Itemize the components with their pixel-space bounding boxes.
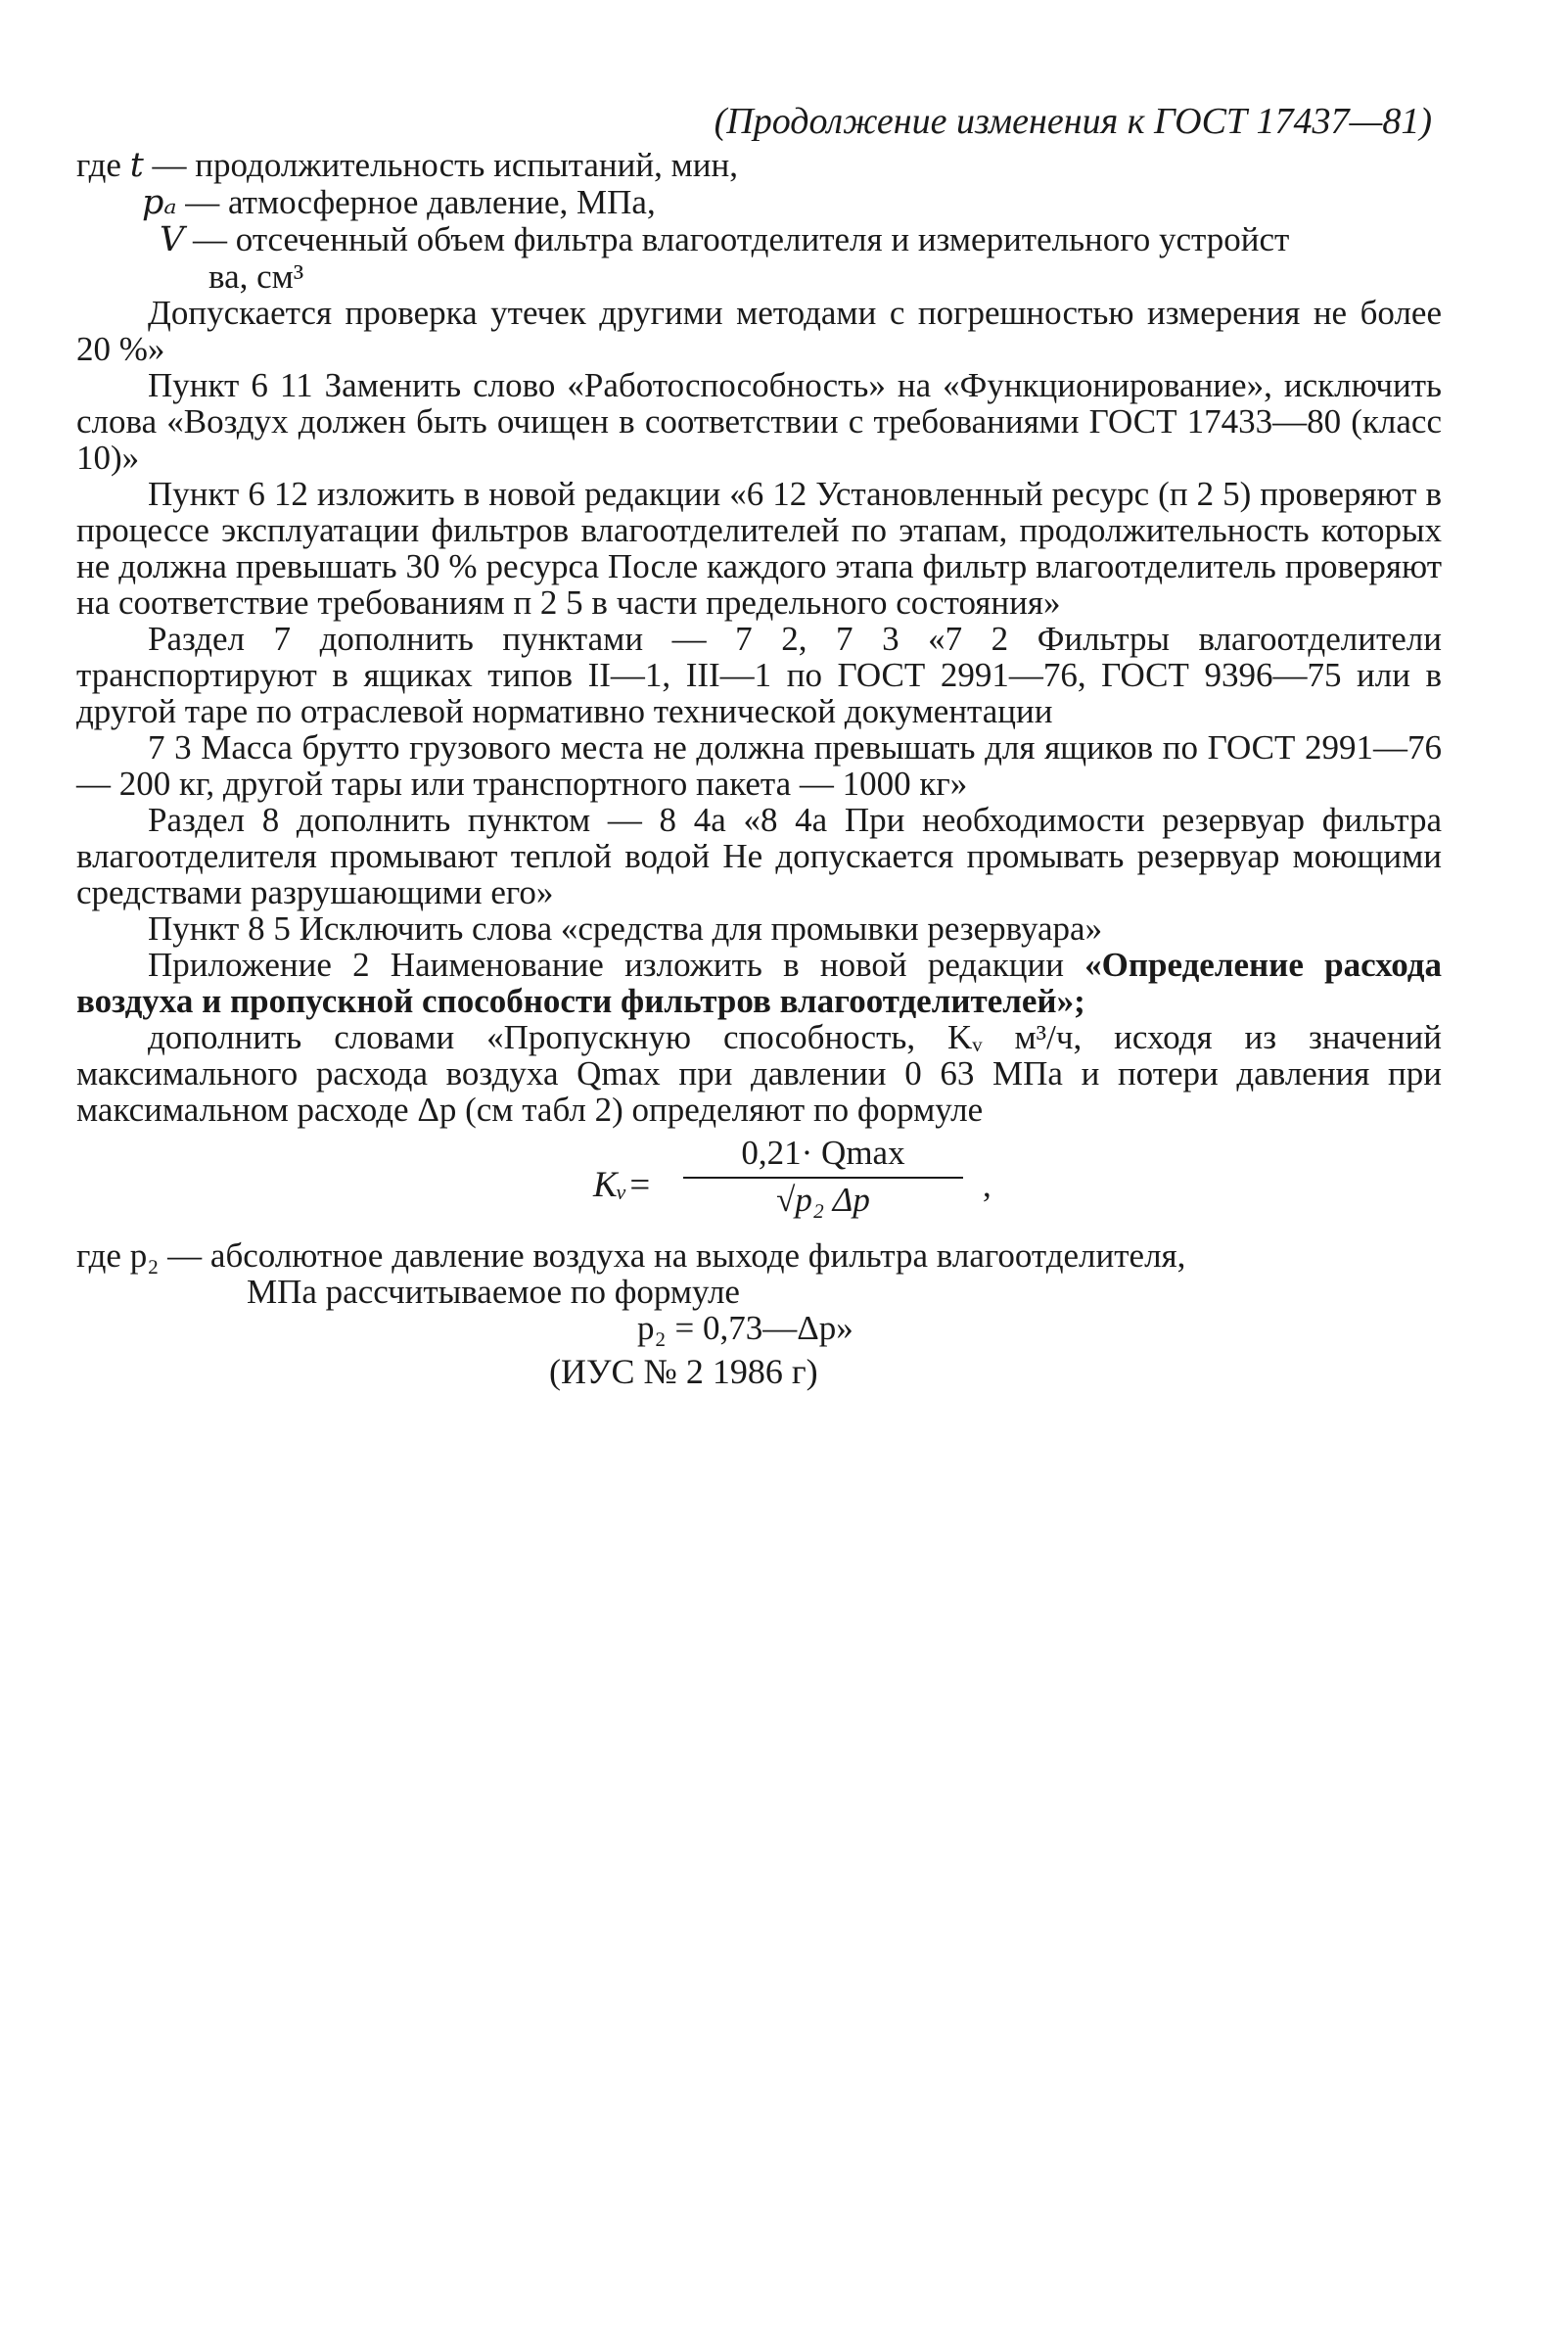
definitions-block — [76, 147, 1442, 295]
fraction-bar — [683, 1177, 963, 1179]
definition-t — [76, 147, 1442, 184]
symbol-pa: pₐ — [142, 183, 177, 222]
paragraph-section7: Раздел 7 дополнить пунктами — 7 2, 7 3 «7 2 Фильтры влагоотделители транспортируют в ящиках типов II—1, III—1 по ГОСТ 2991—76, ГОСТ 9396—75 или в другой таре по отраслевой нормативно технической документации — [76, 620, 1442, 730]
definition-t-text: — продолжительность испытаний, мин, — [143, 146, 738, 184]
appendix-text: Приложение 2 Наименование изложить в новой редакции — [148, 946, 1085, 984]
formula-lhs: Kᵥ= — [593, 1165, 652, 1205]
page-header: (Продолжение изменения к ГОСТ 17437—81) — [714, 101, 1432, 142]
paragraph-73: 7 3 Масса брутто грузового места не должна превышать для ящиков по ГОСТ 2991—76 — 200 кг, другой тары или транспортного пакета — 1000 кг» — [76, 728, 1442, 803]
paragraph-supplement: дополнить словами «Пропускную способность, Kᵥ м³/ч, исходя из значений максимального расхода воздуха Qmax при давлении 0 63 МПа и потери давления при максимальном расходе Δp (см табл 2) определяют по формуле — [76, 1018, 1442, 1129]
appendix-title: «Определение расхода воздуха и пропускной способности фильтров влагоотделителей»; — [76, 946, 1443, 1020]
definition-v-text: — отсеченный объем фильтра влагоотделителя и измерительного устройст — [184, 220, 1290, 258]
definition-p2-line2: МПа рассчитываемое по формуле — [247, 1273, 740, 1311]
definition-p2 — [76, 1237, 1442, 1310]
definition-v-cont: ва, см³ — [208, 257, 304, 296]
paragraph-section8: Раздел 8 дополнить пунктом — 8 4а «8 4а При необходимости резервуар фильтра влагоотделителя промывают теплой водой Не допускается промывать резервуар моющими средствами разрушающими его» — [76, 801, 1442, 911]
paragraph-612: Пункт 6 12 изложить в новой редакции «6 12 Установленный ресурс (п 2 5) проверяют в процессе эксплуатации фильтров влагоотделителей по этапам, продолжительность которых не должна превышать 30 % ресурса После каждого этапа фильтр влагоотделитель проверяют на соответствие требованиям п 2 5 в части предельного состояния» — [76, 475, 1442, 622]
formula-denominator: √p₂ Δp — [776, 1181, 870, 1219]
paragraph-leak-check: Допускается проверка утечек другими методами с погрешностью измерения не более 20 %» — [76, 294, 1442, 368]
p2-formula: p₂ = 0,73—Δp» — [637, 1309, 853, 1347]
where-label: где — [76, 146, 130, 184]
formula-comma: , — [983, 1166, 992, 1204]
definition-pa — [76, 184, 1442, 221]
ius-reference: (ИУС № 2 1986 г) — [549, 1352, 818, 1391]
formula-fraction — [683, 1134, 963, 1220]
paragraph-85: Пункт 8 5 Исключить слова «средства для промывки резервуара» — [148, 909, 1103, 948]
definition-p2-line1: где p₂ — абсолютное давление воздуха на выходе фильтра влагоотделителя, — [76, 1236, 1186, 1275]
paragraph-611: Пункт 6 11 Заменить слово «Работоспособность» на «Функционирование», исключить слова «Воздух должен быть очищен в соответствии с требованиями ГОСТ 17433—80 (класс 10)» — [76, 366, 1442, 477]
symbol-v: V — [160, 220, 185, 259]
definition-pa-text: — атмосферное давление, МПа, — [176, 183, 656, 221]
definition-v — [76, 221, 1442, 295]
paragraph-appendix2 — [76, 947, 1442, 1019]
document-page — [76, 102, 1442, 1390]
symbol-t: t — [129, 146, 144, 185]
formula-numerator: 0,21· Qmax — [741, 1134, 905, 1172]
kv-formula — [76, 1134, 1442, 1233]
